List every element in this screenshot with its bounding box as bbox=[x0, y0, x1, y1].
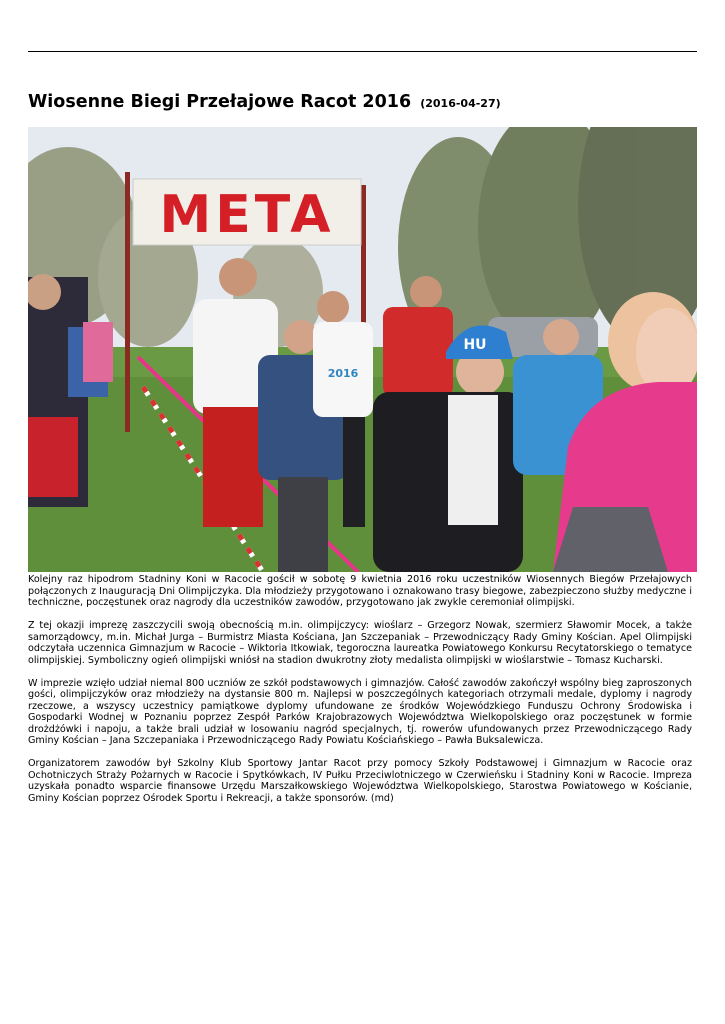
photo-shirt-text: 2016 bbox=[327, 367, 359, 380]
article-paragraph: Organizatorem zawodów był Szkolny Klub Sportowy Jantar Racot przy pomocy Szkoły Podstawowej i Gimnazjum w Racocie oraz Ochotniczych Straży Pożarnych w Racocie i Spytkówkach, IV Pułku Przeciwlotniczego w Czerwieńsku i Stadniny Koni w Racocie. Impreza uzyskała ponadto wsparcie finansowe Urzędu Marszałkowskiego Województwa Wielkopolskiego, Starostwa Powiatowego w Kościanie, Gminy Kościan poprzez Ośrodek Sportu i Rekreacji, a także sponsorów. (md) bbox=[28, 758, 692, 804]
article-title-text: Wiosenne Biegi Przełajowe Racot 2016 bbox=[28, 92, 412, 112]
article-date: (2016-04-27) bbox=[420, 97, 501, 110]
photo-cap-text: HU bbox=[463, 337, 487, 353]
article-paragraph: Z tej okazji imprezę zaszczycili swoją obecnością m.in. olimpijczycy: wioślarz – Grzegorz Nowak, szermierz Sławomir Mocek, a także samorządowcy, m.in. Michał Jurga – Burmistrz Miasta Kościana, Jan Szczepaniak – Przewodniczący Rady Gminy Kościan. Apel Olimpijski odczytała uczennica Gimnazjum w Racocie – Wiktoria Itkowiak, tegoroczna laureatka Powiatowego Konkursu Recytatorskiego o tematyce olimpijskiej. Symboliczny ogień olimpijski wniósł na stadion dwukrotny złoty medalista olimpijski w wioślarstwie – Tomasz Kucharski. bbox=[28, 620, 692, 666]
article-body bbox=[28, 574, 692, 816]
header-rule bbox=[28, 51, 697, 52]
article-title bbox=[28, 92, 708, 112]
finish-post-right bbox=[361, 185, 366, 335]
article-paragraph: Kolejny raz hipodrom Stadniny Koni w Racocie gościł w sobotę 9 kwietnia 2016 roku uczestników Wiosennych Biegów Przełajowych połączonych z Inauguracją Dni Olimpijczyka. Dla młodzieży przygotowano i oznakowano trasy biegowe, zabezpieczono służby medyczne i techniczne, poczęstunek oraz nagrody dla uczestników zawodów, przygotowano jak zwykle ceremoniał olimpijski. bbox=[28, 574, 692, 608]
finish-banner-text: META bbox=[159, 185, 335, 245]
article-paragraph: W imprezie wzięło udział niemal 800 uczniów ze szkół podstawowych i gimnazjów. Całość zawodów zakończył wspólny bieg zaproszonych gości, olimpijczyków oraz młodzieży na dystansie 800 m. Najlepsi w poszczególnych kategoriach otrzymali medale, dyplomy i nagrody rzeczowe, a wszyscy uczestnicy pamiątkowe dyplomy ufundowane ze środków Wojewódzkiego Funduszu Ochrony Środowiska i Gospodarki Wodnej w Poznaniu poprzez Zespół Parków Krajobrazowych Województwa Wielkopolskiego oraz poczęstunek w formie drożdżówki i napoju, a także brali udział w losowaniu nagród specjalnych, tj. rowerów ufundowanych przez Przewodniczącego Rady Gminy Kościan – Jana Szczepaniaka i Przewodniczącego Rady Powiatu Kościańskiego – Pawła Buksalewicza. bbox=[28, 677, 692, 746]
finish-post-left bbox=[125, 172, 130, 432]
article-photo bbox=[28, 127, 697, 572]
